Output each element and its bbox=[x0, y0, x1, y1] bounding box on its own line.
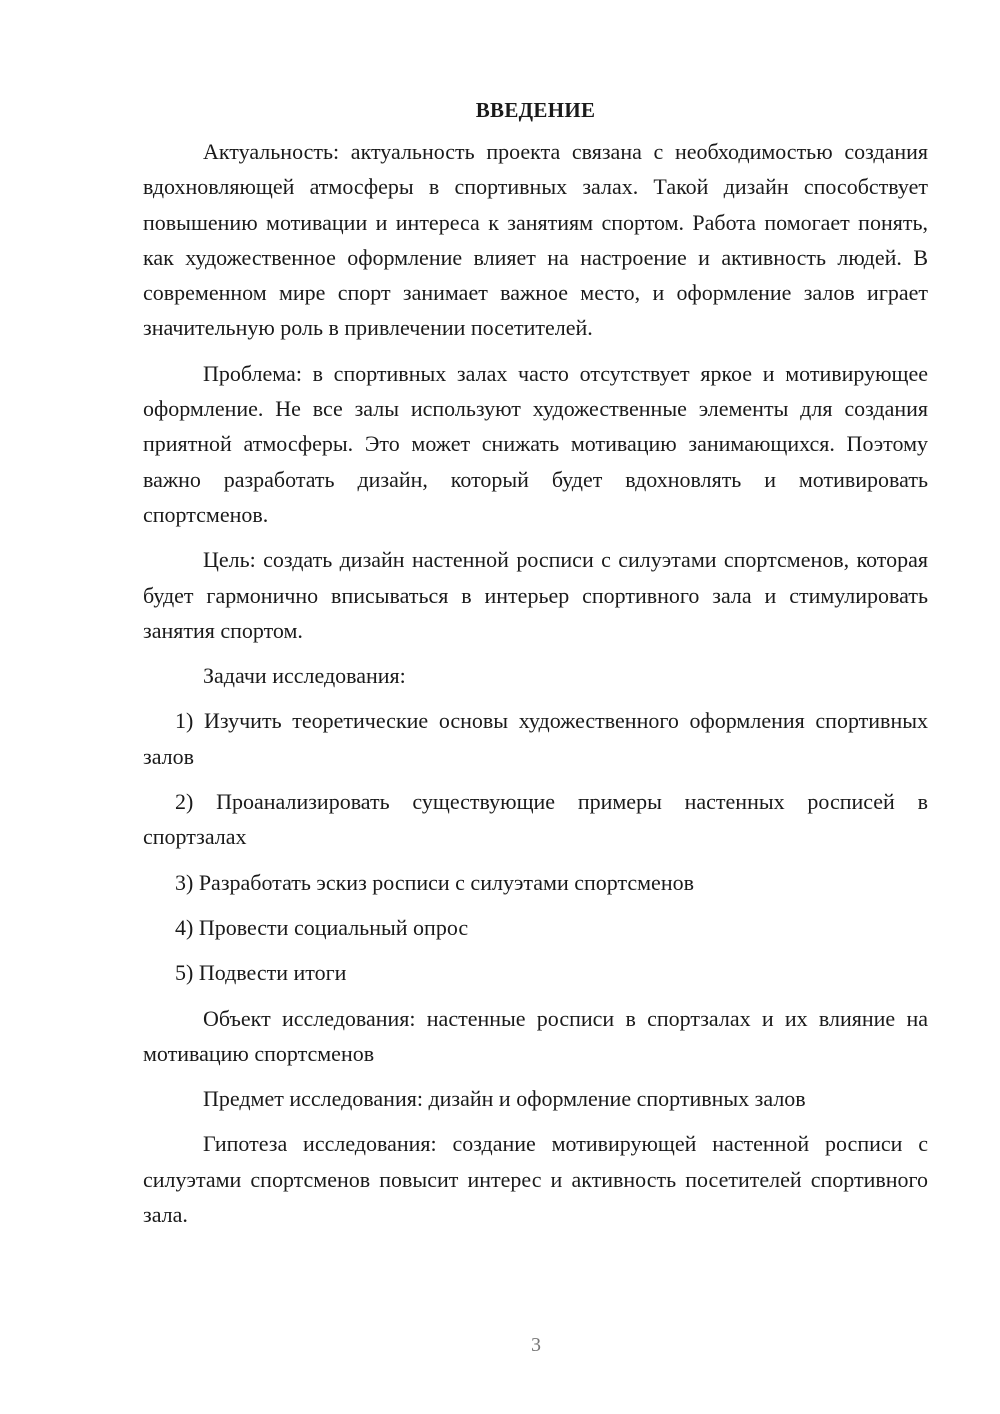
task-item: 5) Подвести итоги bbox=[175, 960, 347, 986]
page-number: 3 bbox=[531, 1334, 541, 1356]
paragraph-hypothesis: Гипотеза исследования: создание мотивирующей настенной росписи с силуэтами спортсменов повысит интерес и активность посетителей спортивного зала. bbox=[143, 1131, 928, 1228]
paragraph-object: Объект исследования: настенные росписи в спортзалах и их влияние на мотивацию спортсменов bbox=[143, 1005, 928, 1066]
paragraph-relevance: Актуальность: актуальность проекта связана с необходимостью создания вдохновляющей атмосферы в спортивных залах. Такой дизайн способствует повышению мотивации и интереса к занятиям спортом. Работа помогает понять, как художественное оформление влияет на настроение и активность людей. В современном мире спорт занимает важное место, и оформление залов играет значительную роль в привлечении посетителей. bbox=[143, 139, 928, 341]
task-item: 1) Изучить теоретические основы художественного оформления спортивных залов bbox=[143, 708, 928, 769]
paragraph-problem: Проблема: в спортивных залах часто отсутствует яркое и мотивирующее оформление. Не все залы используют художественные элементы для создания приятной атмосферы. Это может снижать мотивацию занимающихся. Поэтому важно разработать дизайн, который будет вдохновлять и мотивировать спортсменов. bbox=[143, 360, 928, 527]
document-page bbox=[143, 96, 928, 1242]
task-item: 4) Провести социальный опрос bbox=[175, 914, 469, 940]
tasks-heading: Задачи исследования: bbox=[203, 663, 406, 689]
task-item: 3) Разработать эскиз росписи с силуэтами спортсменов bbox=[175, 869, 694, 895]
paragraph-subject: Предмет исследования: дизайн и оформление спортивных залов bbox=[203, 1086, 806, 1112]
task-item: 2) Проанализировать существующие примеры настенных росписей в спортзалах bbox=[143, 789, 928, 850]
page-title: ВВЕДЕНИЕ bbox=[475, 98, 596, 122]
paragraph-goal: Цель: создать дизайн настенной росписи с силуэтами спортсменов, которая будет гармонично вписываться в интерьер спортивного зала и стимулировать занятия спортом. bbox=[143, 547, 928, 643]
